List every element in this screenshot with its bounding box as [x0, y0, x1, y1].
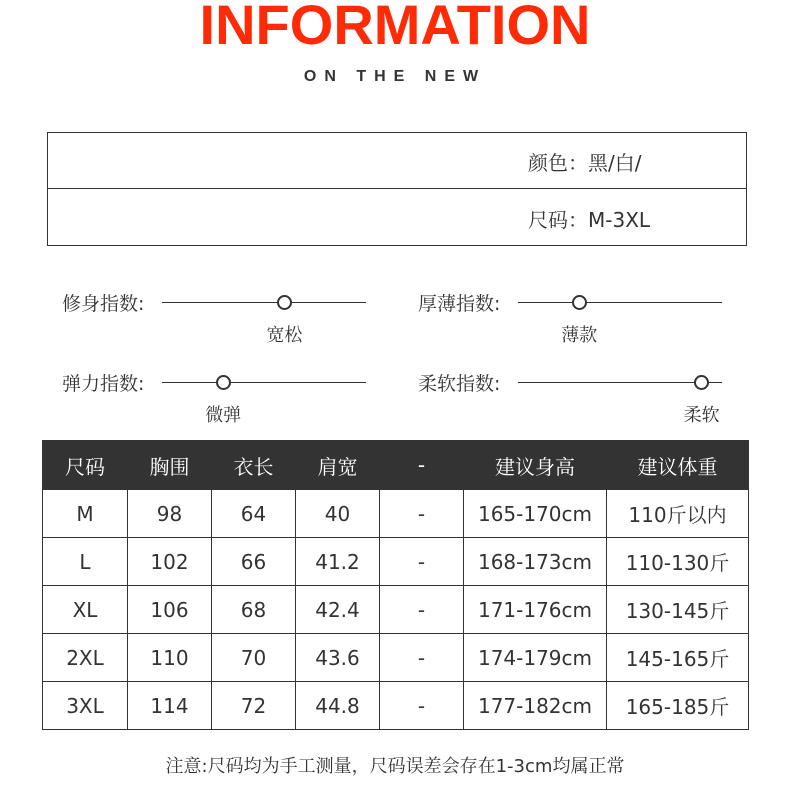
table-cell: 64 — [212, 490, 296, 538]
table-cell: XL — [43, 586, 128, 634]
product-info-box — [47, 132, 747, 246]
header-chest: 胸围 — [128, 441, 212, 490]
header-length: 衣长 — [212, 441, 296, 490]
table-cell: L — [43, 538, 128, 586]
table-cell: 145-165斤 — [607, 634, 749, 682]
header-height: 建议身高 — [464, 441, 607, 490]
color-row — [48, 133, 746, 189]
table-cell: 130-145斤 — [607, 586, 749, 634]
table-cell: M — [43, 490, 128, 538]
fit-index-marker — [277, 295, 292, 310]
header-blank: - — [380, 441, 464, 490]
elasticity-index-marker — [216, 375, 231, 390]
table-cell: 177-182cm — [464, 682, 607, 730]
table-row — [43, 586, 749, 634]
table-cell: 114 — [128, 682, 212, 730]
size-chart-table — [42, 440, 749, 730]
fit-index-scale — [62, 289, 372, 346]
softness-index-track — [518, 382, 722, 383]
thickness-index-value: 薄款 — [561, 325, 598, 346]
fit-index-label: 修身指数: — [62, 293, 145, 315]
softness-index-marker — [694, 375, 709, 390]
thickness-index-track — [518, 302, 722, 303]
thickness-index-scale — [418, 289, 728, 346]
table-cell: 42.4 — [296, 586, 380, 634]
table-cell: 40 — [296, 490, 380, 538]
table-cell: - — [380, 634, 464, 682]
table-row — [43, 634, 749, 682]
size-row — [48, 190, 746, 246]
page-title: INFORMATION — [199, 0, 591, 56]
table-cell: - — [380, 538, 464, 586]
table-cell: 174-179cm — [464, 634, 607, 682]
table-cell: 98 — [128, 490, 212, 538]
elasticity-index-label: 弹力指数: — [62, 373, 145, 395]
table-cell: - — [380, 490, 464, 538]
fit-index-value: 宽松 — [266, 325, 303, 346]
table-cell: 165-185斤 — [607, 682, 749, 730]
fit-index-track — [162, 302, 366, 303]
softness-index-label: 柔软指数: — [418, 373, 501, 395]
softness-index-value: 柔软 — [683, 405, 720, 426]
table-cell: 72 — [212, 682, 296, 730]
table-cell: 110 — [128, 634, 212, 682]
table-cell: 70 — [212, 634, 296, 682]
thickness-index-label: 厚薄指数: — [418, 293, 501, 315]
table-cell: 106 — [128, 586, 212, 634]
table-cell: 68 — [212, 586, 296, 634]
elasticity-index-track — [162, 382, 366, 383]
table-cell: 110-130斤 — [607, 538, 749, 586]
header-size: 尺码 — [43, 441, 128, 490]
size-range-text: 尺码：M-3XL — [528, 208, 651, 232]
header-shoulder: 肩宽 — [296, 441, 380, 490]
table-cell: 41.2 — [296, 538, 380, 586]
table-cell: 2XL — [43, 634, 128, 682]
header-weight: 建议体重 — [607, 441, 749, 490]
table-cell: - — [380, 586, 464, 634]
table-cell: 3XL — [43, 682, 128, 730]
table-cell: 110斤以内 — [607, 490, 749, 538]
table-cell: 44.8 — [296, 682, 380, 730]
table-cell: 102 — [128, 538, 212, 586]
table-row — [43, 682, 749, 730]
table-cell: - — [380, 682, 464, 730]
measurement-note: 注意:尺码均为手工测量，尺码误差会存在1-3cm均属正常 — [165, 756, 625, 777]
table-row — [43, 538, 749, 586]
table-header-row — [43, 441, 749, 490]
thickness-index-marker — [572, 295, 587, 310]
table-cell: 171-176cm — [464, 586, 607, 634]
table-cell: 43.6 — [296, 634, 380, 682]
table-cell: 66 — [212, 538, 296, 586]
elasticity-index-value: 微弹 — [205, 405, 242, 426]
softness-index-scale — [418, 369, 728, 426]
table-row — [43, 490, 749, 538]
elasticity-index-scale — [62, 369, 372, 426]
table-cell: 165-170cm — [464, 490, 607, 538]
table-cell: 168-173cm — [464, 538, 607, 586]
color-text: 颜色：黑/白/ — [528, 151, 642, 175]
page-subtitle: ON THE NEW — [303, 68, 487, 85]
